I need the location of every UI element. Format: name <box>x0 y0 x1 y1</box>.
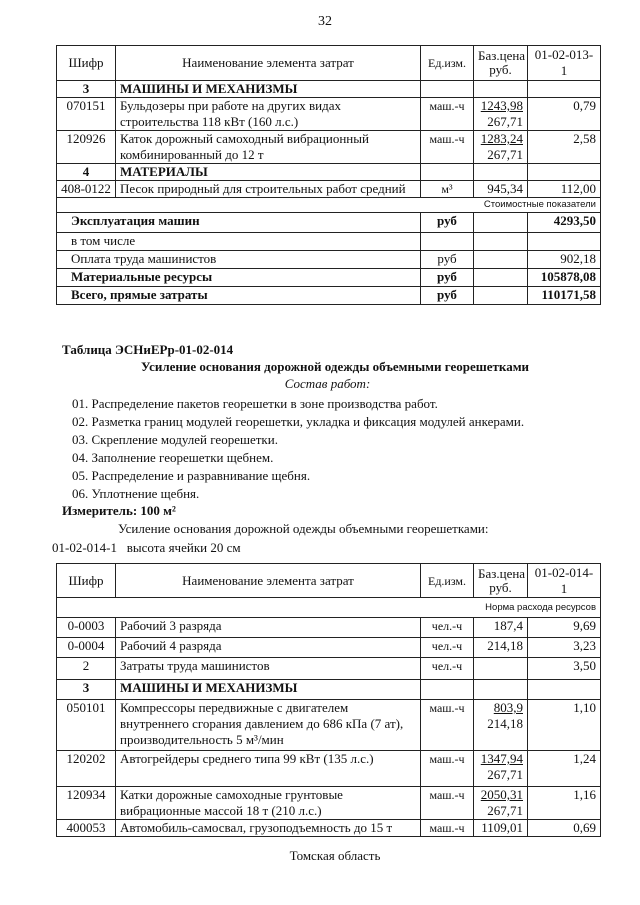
base-price: 945,34 <box>487 181 523 196</box>
work-item: 06. Уплотнение щебня. <box>72 486 200 501</box>
row-name: МАШИНЫ И МЕХАНИЗМЫ <box>116 81 421 98</box>
summary-name: Материальные ресурсы <box>57 269 421 287</box>
row-value: 9,69 <box>528 618 601 638</box>
row-price <box>474 181 528 198</box>
header-price: Баз.цена руб. <box>474 564 528 598</box>
table-header <box>57 46 601 81</box>
summary-empty <box>474 269 528 287</box>
summary-empty <box>474 287 528 305</box>
row-unit: маш.-ч <box>421 751 474 787</box>
header-code-value: 01-02-014-1 <box>528 564 601 598</box>
row-unit: маш.-ч <box>421 131 474 164</box>
header-unit: Ед.изм. <box>421 564 474 598</box>
summary-empty <box>474 251 528 269</box>
summary-unit: руб <box>421 287 474 305</box>
summary-unit: руб <box>421 251 474 269</box>
row-code: 120202 <box>57 751 116 787</box>
table-row <box>57 751 601 787</box>
row-value: 112,00 <box>528 181 601 198</box>
table-row <box>57 820 601 837</box>
row-value: 0,79 <box>528 98 601 131</box>
row-code: 0-0003 <box>57 618 116 638</box>
header-unit: Ед.изм. <box>421 46 474 81</box>
table-row <box>57 98 601 131</box>
row-name: МАТЕРИАЛЫ <box>116 164 421 181</box>
summary-value: 902,18 <box>528 251 601 269</box>
row-value: 0,69 <box>528 820 601 837</box>
summary-value: 105878,08 <box>528 269 601 287</box>
page-number: 32 <box>318 14 332 29</box>
section-row <box>57 680 601 700</box>
footer-region: Томская область <box>289 848 381 863</box>
row-unit: маш.-ч <box>421 700 474 751</box>
base-price: 214,18 <box>487 638 523 653</box>
row-price <box>474 638 528 658</box>
row-price <box>474 787 528 820</box>
table-row <box>57 181 601 198</box>
summary-empty <box>474 213 528 233</box>
table-header <box>57 564 601 598</box>
table-row <box>57 700 601 751</box>
row-unit <box>421 680 474 700</box>
row-value: 1,16 <box>528 787 601 820</box>
row-code: 2 <box>57 658 116 680</box>
row-price <box>474 618 528 638</box>
work-item: 03. Скрепление модулей георешетки. <box>72 432 278 447</box>
summary-name: Эксплуатация машин <box>57 213 421 233</box>
row-price <box>474 680 528 700</box>
row-name: МАШИНЫ И МЕХАНИЗМЫ <box>116 680 421 700</box>
variant-name: высота ячейки 20 см <box>126 540 241 555</box>
table-row <box>57 658 601 680</box>
meter: Измеритель: 100 м² <box>62 503 176 518</box>
summary-row <box>57 269 601 287</box>
wage-price: 267,71 <box>487 767 523 782</box>
summary-row <box>57 233 601 251</box>
row-code: 120934 <box>57 787 116 820</box>
row-code: 070151 <box>57 98 116 131</box>
base-price: 2050,31 <box>480 787 523 802</box>
row-name: Рабочий 3 разряда <box>116 618 421 638</box>
section-title: Усиление основания дорожной одежды объемными георешетками <box>140 359 530 374</box>
summary-empty <box>474 233 528 251</box>
row-name: Автомобиль-самосвал, грузоподъемность до 15 т <box>116 820 421 837</box>
resource-table-014 <box>56 563 601 837</box>
header-price: Баз.цена руб. <box>474 46 528 81</box>
row-code: 3 <box>57 680 116 700</box>
row-name: Бульдозеры при работе на других видах строительства 118 кВт (160 л.с.) <box>116 98 421 131</box>
row-name: Катки дорожные самоходные грунтовые вибрационные массой 18 т (210 л.с.) <box>116 787 421 820</box>
row-value <box>528 164 601 181</box>
summary-name: Всего, прямые затраты <box>57 287 421 305</box>
row-code: 408-0122 <box>57 181 116 198</box>
row-name: Каток дорожный самоходный вибрационный комбинированный до 12 т <box>116 131 421 164</box>
row-code: 0-0004 <box>57 638 116 658</box>
row-value: 1,10 <box>528 700 601 751</box>
work-item: 04. Заполнение георешетки щебнем. <box>72 450 274 465</box>
header-name: Наименование элемента затрат <box>116 564 421 598</box>
row-price <box>474 81 528 98</box>
summary-value: 110171,58 <box>528 287 601 305</box>
wage-price: 267,71 <box>487 803 523 818</box>
row-code: 050101 <box>57 700 116 751</box>
summary-value <box>528 233 601 251</box>
resource-table-013 <box>56 45 601 305</box>
base-price: 803,9 <box>493 700 523 715</box>
row-price <box>474 751 528 787</box>
row-code: 120926 <box>57 131 116 164</box>
work-item: 02. Разметка границ модулей георешетки, укладка и фиксация модулей анкерами. <box>72 414 525 429</box>
wage-price: 214,18 <box>487 716 523 731</box>
row-name: Песок природный для строительных работ средний <box>116 181 421 198</box>
summary-name: Оплата труда машинистов <box>57 251 421 269</box>
base-price: 187,4 <box>493 618 523 633</box>
row-name: Рабочий 4 разряда <box>116 638 421 658</box>
row-price <box>474 700 528 751</box>
cost-indicators-label: Стоимостные показатели <box>57 198 601 213</box>
base-price: 1283,24 <box>480 131 523 146</box>
variant-code: 01-02-014-1 <box>52 540 117 555</box>
summary-name: в том числе <box>57 233 421 251</box>
row-unit: чел.-ч <box>421 658 474 680</box>
work-item: 01. Распределение пакетов георешетки в зоне производства работ. <box>72 396 438 411</box>
table-id: Таблица ЭСНиЕРр-01-02-014 <box>62 342 234 357</box>
summary-value: 4293,50 <box>528 213 601 233</box>
work-item: 05. Распределение и разравнивание щебня. <box>72 468 311 483</box>
row-price <box>474 820 528 837</box>
summary-unit: руб <box>421 213 474 233</box>
works-list <box>72 395 524 503</box>
table-row <box>57 618 601 638</box>
row-unit: чел.-ч <box>421 618 474 638</box>
row-value: 3,50 <box>528 658 601 680</box>
summary-row <box>57 213 601 233</box>
row-unit <box>421 164 474 181</box>
row-code: 400053 <box>57 820 116 837</box>
header-code: Шифр <box>57 564 116 598</box>
row-price <box>474 658 528 680</box>
row-value: 2,58 <box>528 131 601 164</box>
row-unit: маш.-ч <box>421 98 474 131</box>
row-code: 3 <box>57 81 116 98</box>
row-unit: маш.-ч <box>421 787 474 820</box>
row-unit: маш.-ч <box>421 820 474 837</box>
variant-line <box>52 540 241 556</box>
row-name: Затраты труда машинистов <box>116 658 421 680</box>
base-price: 1347,94 <box>480 751 523 766</box>
wage-price: 267,71 <box>487 114 523 129</box>
summary-unit: руб <box>421 269 474 287</box>
row-price <box>474 98 528 131</box>
row-name: Автогрейдеры среднего типа 99 кВт (135 л.с.) <box>116 751 421 787</box>
summary-unit <box>421 233 474 251</box>
row-code: 4 <box>57 164 116 181</box>
header-name: Наименование элемента затрат <box>116 46 421 81</box>
norm-label: Норма расхода ресурсов <box>57 598 601 618</box>
row-value: 3,23 <box>528 638 601 658</box>
table-row <box>57 787 601 820</box>
header-code: Шифр <box>57 46 116 81</box>
row-unit: м³ <box>421 181 474 198</box>
row-price <box>474 164 528 181</box>
row-price <box>474 131 528 164</box>
summary-row <box>57 287 601 305</box>
table-row <box>57 131 601 164</box>
row-value: 1,24 <box>528 751 601 787</box>
row-value <box>528 81 601 98</box>
row-unit: чел.-ч <box>421 638 474 658</box>
section-row <box>57 164 601 181</box>
variant-subtitle: Усиление основания дорожной одежды объемными георешетками: <box>118 521 489 536</box>
base-price: 1243,98 <box>480 98 523 113</box>
table-row <box>57 638 601 658</box>
wage-price: 267,71 <box>487 147 523 162</box>
row-name: Компрессоры передвижные с двигателем внутреннего сгорания давлением до 686 кПа (7 ат), производительность 5 м³/мин <box>116 700 421 751</box>
section-row <box>57 81 601 98</box>
summary-row <box>57 251 601 269</box>
header-code-value: 01-02-013-1 <box>528 46 601 81</box>
base-price: 1109,01 <box>481 820 523 835</box>
row-unit <box>421 81 474 98</box>
works-label: Состав работ: <box>284 376 371 391</box>
row-value <box>528 680 601 700</box>
